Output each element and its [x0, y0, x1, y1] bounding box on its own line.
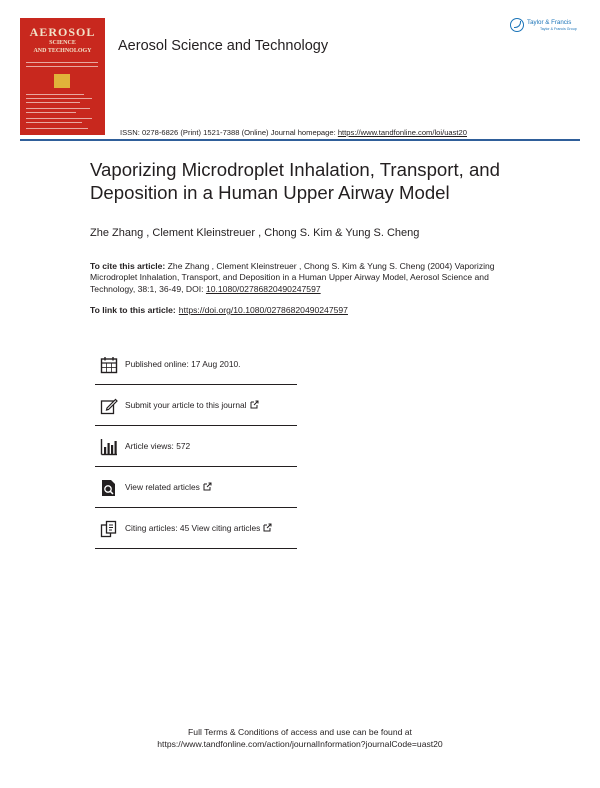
- citing-articles-link[interactable]: [125, 523, 272, 533]
- issn-text: ISSN: 0278-6826 (Print) 1521-7388 (Online) Journal homepage:: [120, 128, 338, 137]
- journal-cover-image: [20, 18, 105, 135]
- info-row-citing[interactable]: [95, 508, 297, 549]
- info-row-related[interactable]: [95, 467, 297, 508]
- header-divider: [20, 139, 580, 141]
- info-row-published: [95, 344, 297, 385]
- article-doi-url[interactable]: https://doi.org/10.1080/02786820490247597: [178, 305, 348, 315]
- article-link-label: To link to this article:: [90, 305, 176, 315]
- cover-badge: [54, 74, 70, 88]
- issn-line: [120, 128, 467, 137]
- info-row-submit[interactable]: [95, 385, 297, 426]
- citing-icon: [100, 520, 118, 538]
- journal-homepage-link[interactable]: https://www.tandfonline.com/loi/uast20: [337, 128, 467, 137]
- journal-name[interactable]: Aerosol Science and Technology: [118, 38, 329, 54]
- related-articles-link[interactable]: [125, 482, 212, 492]
- citing-articles-label: Citing articles: 45 View citing articles: [125, 523, 261, 533]
- terms-footer: [0, 726, 600, 750]
- article-link-block: [90, 305, 348, 315]
- bar-chart-icon: [100, 438, 118, 456]
- citation-block: [90, 261, 510, 295]
- publisher-logo[interactable]: [510, 18, 586, 38]
- external-link-icon: [263, 523, 272, 532]
- footer-line1: Full Terms & Conditions of access and use can be found at: [188, 727, 412, 737]
- related-articles-label: View related articles: [125, 482, 200, 492]
- external-link-icon: [250, 400, 259, 409]
- article-authors[interactable]: Zhe Zhang , Clement Kleinstreuer , Chong S. Kim & Yung S. Cheng: [90, 227, 420, 239]
- article-views-text: Article views: 572: [125, 441, 191, 451]
- footer-terms-link[interactable]: https://www.tandfonline.com/action/journalInformation?journalCode=uast20: [157, 739, 443, 749]
- citation-label: To cite this article:: [90, 261, 166, 271]
- citation-doi-link[interactable]: 10.1080/02786820490247597: [205, 283, 321, 294]
- publisher-logo-name: Taylor & Francis: [527, 19, 572, 26]
- citation-text: Zhe Zhang , Clement Kleinstreuer , Chong S. Kim & Yung S. Cheng (2004) Vaporizing Microdroplet Inhalation, Transport, and Deposition in a Human Upper Airway Model, Aerosol Science and Technology, 38:1, 36-49, DOI:: [90, 261, 495, 294]
- cover-title-line2: SCIENCE: [49, 40, 76, 46]
- submit-article-label: Submit your article to this journal: [125, 400, 247, 410]
- pencil-icon: [100, 397, 118, 415]
- published-date-text: Published online: 17 Aug 2010.: [125, 359, 241, 369]
- submit-article-link[interactable]: [125, 400, 259, 410]
- external-link-icon: [203, 482, 212, 491]
- cover-title-line3: AND TECHNOLOGY: [33, 48, 92, 54]
- article-title: Vaporizing Microdroplet Inhalation, Transport, and Deposition in a Human Upper Airway Model: [90, 159, 500, 203]
- cover-title-line1: AEROSOL: [29, 25, 96, 39]
- calendar-icon: [100, 356, 118, 374]
- publisher-logo-icon: [510, 18, 524, 32]
- info-row-views: [95, 426, 297, 467]
- search-document-icon: [100, 479, 118, 497]
- publisher-logo-tagline: Taylor & Francis Group: [540, 27, 577, 31]
